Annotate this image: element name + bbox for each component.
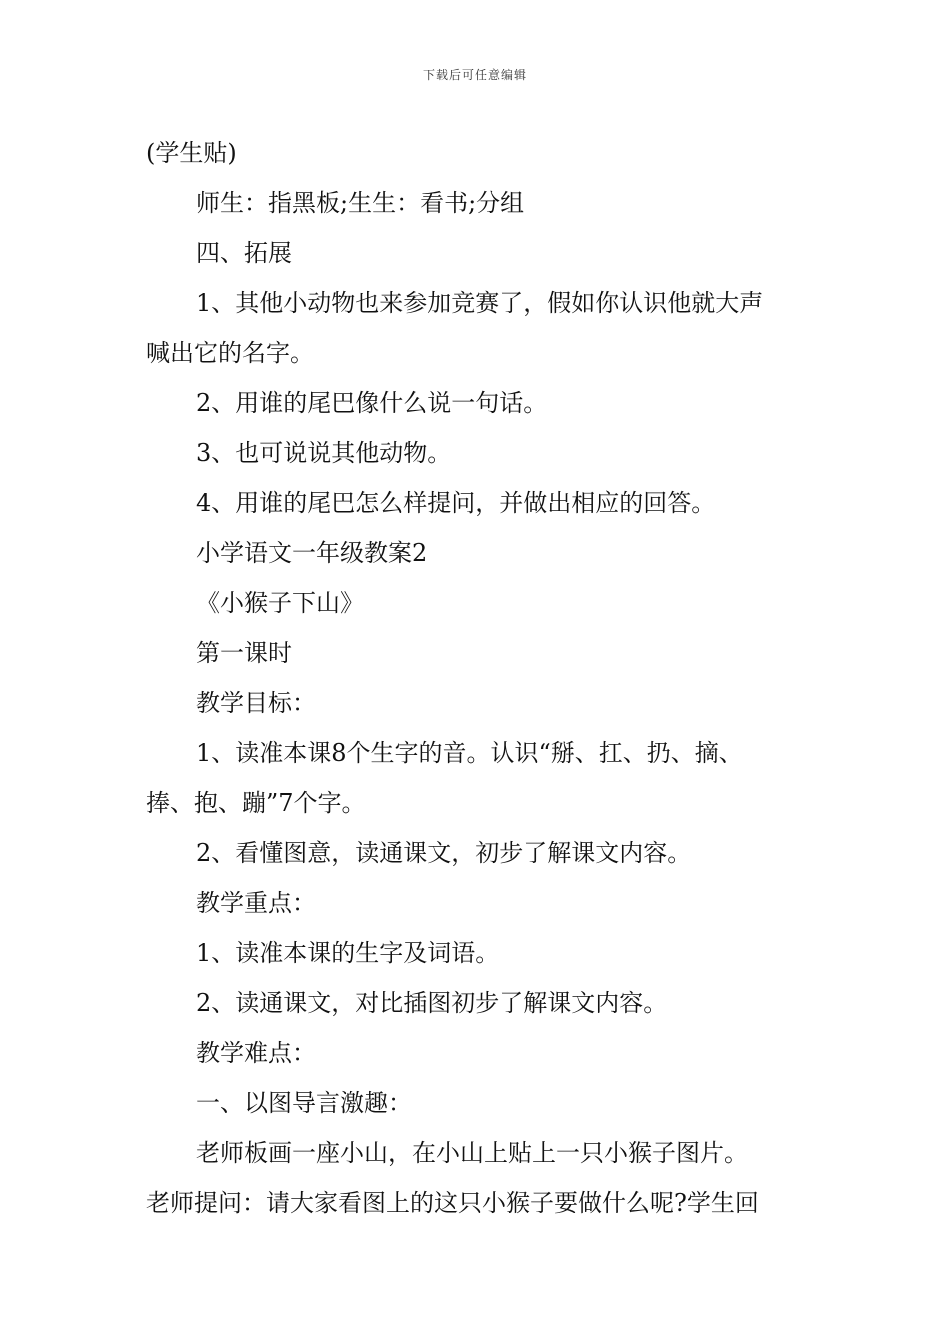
text-line: 2、看懂图意，读通课文，初步了解课文内容。 [196,839,692,867]
text-line: 师生：指黑板;生生：看书;分组 [196,189,525,217]
text-line: 3、也可说说其他动物。 [196,439,452,467]
text-line: 2、读通课文，对比插图初步了解课文内容。 [196,989,668,1017]
text-line: 1、其他小动物也来参加竞赛了，假如你认识他就大声 [196,289,764,317]
text-line: 老师板画一座小山，在小山上贴上一只小猴子图片。 [196,1139,748,1167]
text-line: 捧、抱、蹦”7个字。 [146,789,366,817]
text-line: 1、读准本课的生字及词语。 [196,939,500,967]
text-line: 2、用谁的尾巴像什么说一句话。 [196,389,548,417]
text-line: 1、读准本课8个生字的音。认识“掰、扛、扔、摘、 [196,739,743,767]
text-line: 教学重点： [196,889,316,917]
text-line: 教学难点： [196,1039,316,1067]
text-line: 喊出它的名字。 [146,339,314,367]
text-line: (学生贴) [146,139,237,167]
section-title: 小学语文一年级教案2 [196,539,428,567]
text-line: 老师提问：请大家看图上的这只小猴子要做什么呢?学生回 [146,1189,759,1217]
text-line: 四、拓展 [196,239,292,267]
text-line: 一、以图导言激趣： [196,1089,412,1117]
page-header: 下载后可任意编辑 [422,68,527,82]
text-line: 第一课时 [196,639,292,667]
document-body [146,128,810,1228]
text-line: 4、用谁的尾巴怎么样提问，并做出相应的回答。 [196,489,716,517]
lesson-title: 《小猴子下山》 [196,589,364,617]
text-line: 教学目标： [196,689,316,717]
